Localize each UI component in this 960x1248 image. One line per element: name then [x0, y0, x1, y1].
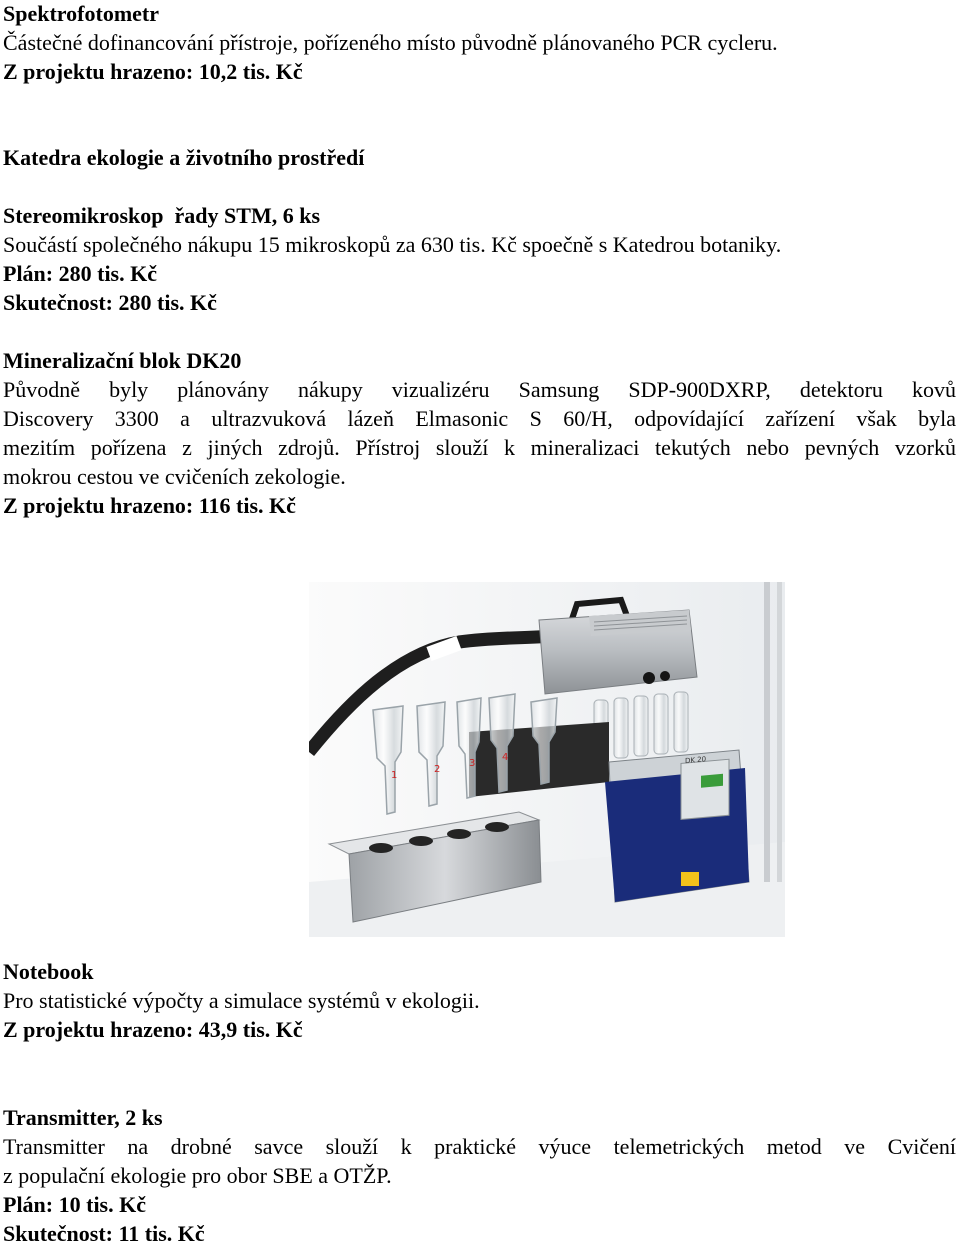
spektro-desc: Částečné dofinancování přístroje, pořízeného místo původně plánovaného PCR cycleru. [3, 30, 778, 55]
stereo-title: Stereomikroskop řady STM, 6 ks [3, 203, 321, 228]
mineral-funding: Z projektu hrazeno: 116 tis. Kč [3, 493, 296, 518]
transmitter-desc-line-2: z populační ekologie pro obor SBE a OTŽP. [3, 1163, 392, 1188]
transmitter-plan: Plán: 10 tis. Kč [3, 1192, 146, 1217]
stereo-desc: Součástí společného nákupu 15 mikroskopů za 630 tis. Kč spoečně s Katedrou botaniky. [3, 232, 782, 257]
mineral-desc-line-1: Původně byly plánovány nákupy vizualizéru Samsung SDP-900DXRP, detektoru kovů [3, 377, 956, 402]
notebook-desc: Pro statistické výpočty a simulace systémů v ekologii. [3, 988, 480, 1013]
transmitter-title: Transmitter, 2 ks [3, 1105, 163, 1130]
tube-label-3: 3 [469, 758, 476, 769]
notebook-title: Notebook [3, 959, 94, 984]
device-label: DK 20 [685, 754, 707, 766]
mineral-title: Mineralizační blok DK20 [3, 348, 242, 373]
stereo-actual: Skutečnost: 280 tis. Kč [3, 290, 217, 315]
spektro-funding: Z projektu hrazeno: 10,2 tis. Kč [3, 59, 303, 84]
spektro-title: Spektrofotometr [3, 1, 159, 26]
notebook-funding: Z projektu hrazeno: 43,9 tis. Kč [3, 1017, 303, 1042]
tube-label-4: 4 [502, 752, 509, 763]
tube-label-2: 2 [434, 764, 441, 775]
mineralization-block-photo [309, 582, 785, 937]
transmitter-desc-line-1: Transmitter na drobné savce slouží k praktické výuce telemetrických metod ve Cvičení [3, 1134, 956, 1159]
transmitter-actual: Skutečnost: 11 tis. Kč [3, 1221, 205, 1246]
department-heading: Katedra ekologie a životního prostředí [3, 145, 365, 170]
mineral-desc-line-4: mokrou cestou ve cvičeních zekologie. [3, 464, 346, 489]
mineral-desc-line-2: Discovery 3300 a ultrazvuková lázeň Elmasonic S 60/H, odpovídající zařízení však byla [3, 406, 956, 431]
stereo-plan: Plán: 280 tis. Kč [3, 261, 157, 286]
mineral-desc-line-3: mezitím pořízena z jiných zdrojů. Přístroj slouží k mineralizaci tekutých nebo pevných vzorků [3, 435, 956, 460]
tube-label-1: 1 [391, 770, 398, 781]
